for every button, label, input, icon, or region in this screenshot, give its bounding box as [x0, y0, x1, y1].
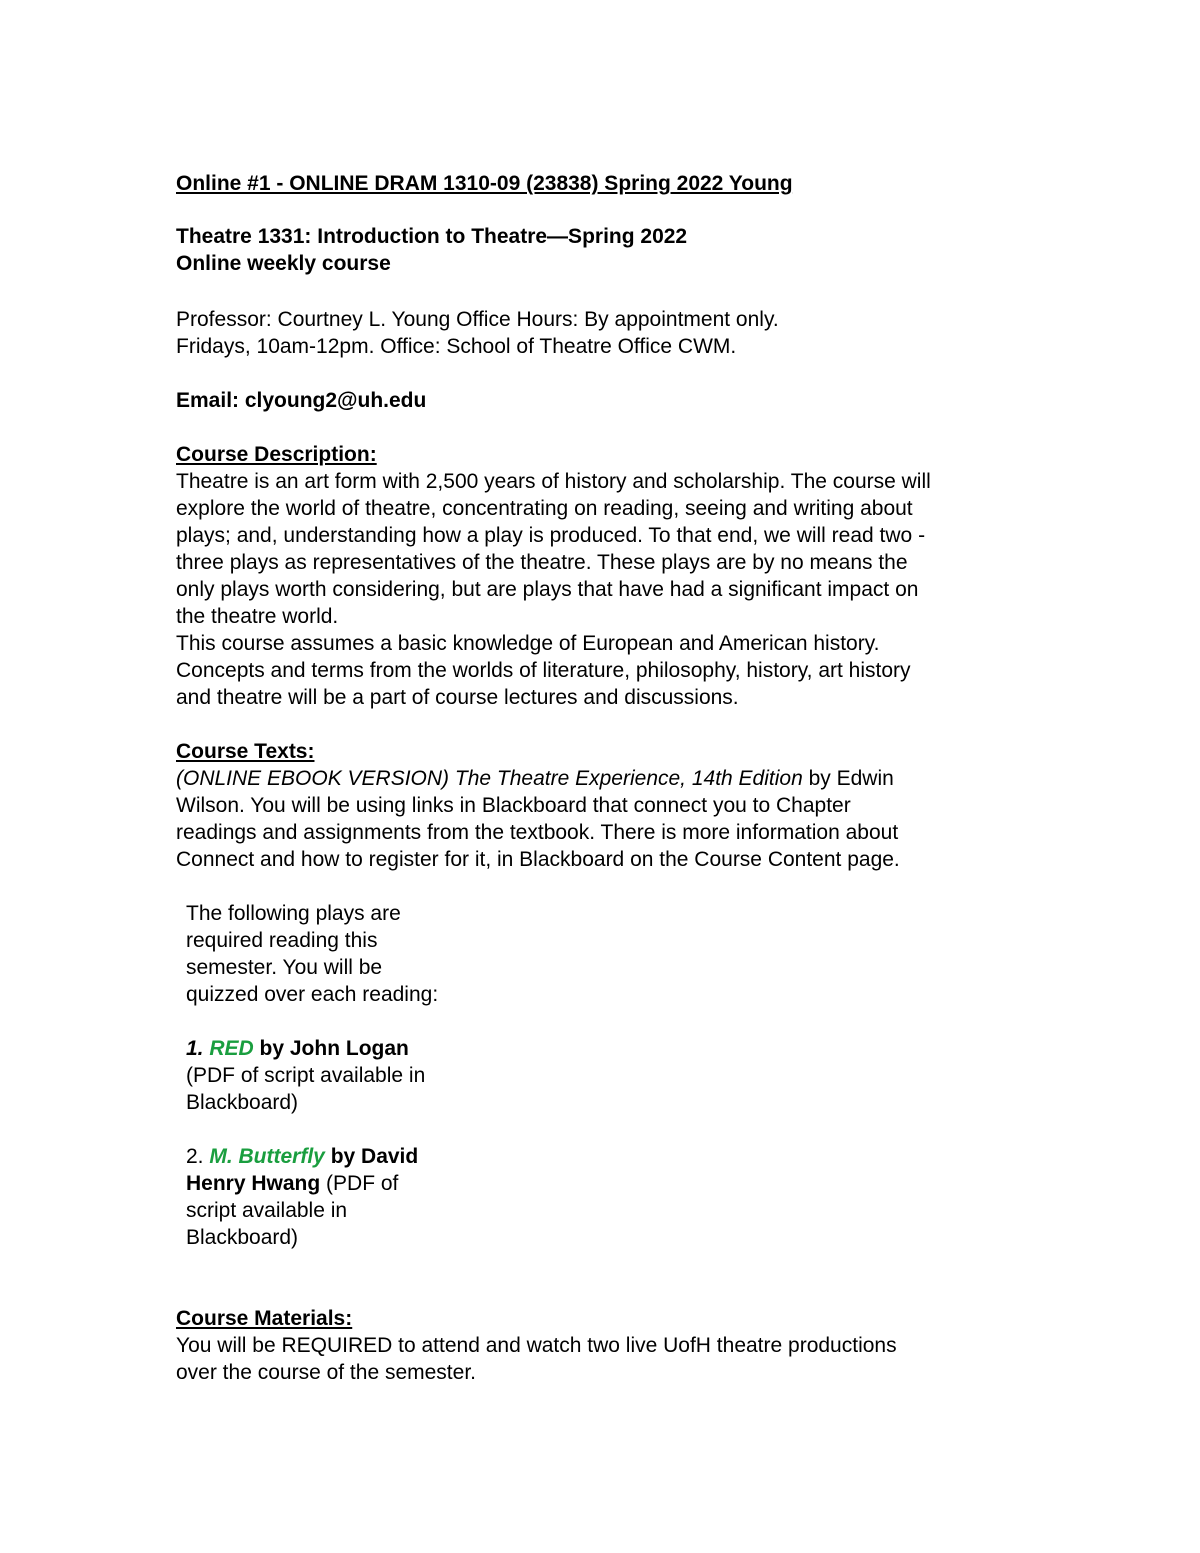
description-line: explore the world of theatre, concentrating on reading, seeing and writing about [176, 497, 913, 520]
professor-line: Professor: Courtney L. Young Office Hours: By appointment only. [176, 308, 779, 331]
play-1-note: Blackboard) [186, 1091, 299, 1114]
play-1-note: (PDF of script available in [186, 1064, 426, 1087]
play-1-heading [186, 1035, 409, 1062]
course-subtitle: Online weekly course [176, 252, 391, 275]
play-2-note: script available in [186, 1199, 348, 1222]
plays-intro-line: quizzed over each reading: [186, 983, 439, 1006]
plays-intro-line: required reading this [186, 929, 378, 952]
materials-line: over the course of the semester. [176, 1361, 476, 1384]
play-2-number: 2. [186, 1145, 204, 1168]
course-title: Theatre 1331: Introduction to Theatre—Spring 2022 [176, 225, 688, 248]
description-line: three plays as representatives of the theatre. These plays are by no means the [176, 551, 908, 574]
textbook-title: (ONLINE EBOOK VERSION) The Theatre Experience, 14th Edition [176, 767, 803, 790]
texts-line: Wilson. You will be using links in Blackboard that connect you to Chapter [176, 794, 851, 817]
play-2-title: M. Butterfly [209, 1145, 325, 1168]
play-2-note: (PDF of [320, 1172, 399, 1195]
texts-line: Connect and how to register for it, in Blackboard on the Course Content page. [176, 848, 900, 871]
play-2-author-name: Henry Hwang [186, 1172, 321, 1195]
play-1-title: RED [209, 1037, 254, 1060]
play-2-author-line [186, 1170, 398, 1197]
description-line: plays; and, understanding how a play is produced. To that end, we will read two - [176, 524, 926, 547]
play-2-heading [186, 1143, 418, 1170]
doc-header: Online #1 - ONLINE DRAM 1310-09 (23838) Spring 2022 Young [176, 172, 793, 195]
description-line: the theatre world. [176, 605, 339, 628]
textbook-author: by Edwin [802, 767, 894, 790]
play-2-author: by David [324, 1145, 419, 1168]
play-1-number: 1. [186, 1037, 204, 1060]
description-line: only plays worth considering, but are plays that have had a significant impact on [176, 578, 919, 601]
materials-heading: Course Materials: [176, 1307, 353, 1330]
description-heading: Course Description: [176, 443, 377, 466]
plays-intro-line: The following plays are [186, 902, 401, 925]
email-line: Email: clyoung2@uh.edu [176, 389, 427, 412]
play-1-author: by John Logan [253, 1037, 409, 1060]
materials-line: You will be REQUIRED to attend and watch two live UofH theatre productions [176, 1334, 897, 1357]
description-line: and theatre will be a part of course lectures and discussions. [176, 686, 739, 709]
description-line: This course assumes a basic knowledge of European and American history. [176, 632, 880, 655]
texts-heading: Course Texts: [176, 740, 315, 763]
texts-line: readings and assignments from the textbook. There is more information about [176, 821, 899, 844]
office-line: Fridays, 10am-12pm. Office: School of Theatre Office CWM. [176, 335, 737, 358]
plays-intro-line: semester. You will be [186, 956, 383, 979]
play-2-note: Blackboard) [186, 1226, 299, 1249]
description-line: Theatre is an art form with 2,500 years of history and scholarship. The course will [176, 470, 931, 493]
textbook-line [176, 765, 894, 792]
description-line: Concepts and terms from the worlds of literature, philosophy, history, art history [176, 659, 911, 682]
